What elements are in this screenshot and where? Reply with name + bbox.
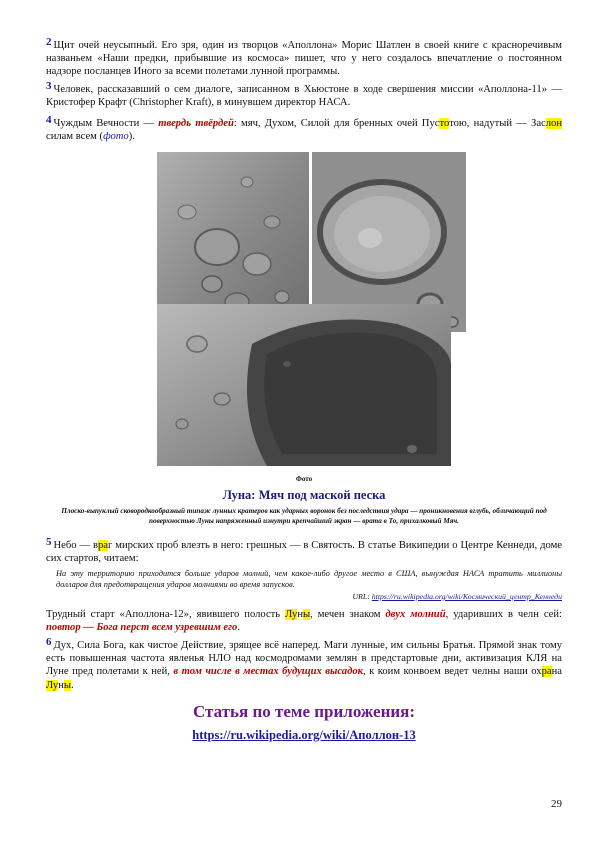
emphasis-red: твердь твёрдей: [158, 118, 234, 129]
related-article-link-wrap: [46, 728, 562, 743]
highlight: лон: [545, 118, 562, 129]
footnote-text: Щит очей неусыпный. Его зря, один из творцов «Аполлона» Морис Шатлен в своей книге с красноречивым названьем «Наши предки, прибывшие из космоса» пишет, что у него создалось впечатление о постоянном надзоре посланцев Иного за всеми полетами лунной программы.: [46, 40, 562, 78]
text-run: г мирских проб влезть в него: грешных — в Святость. В статье Википедии о Центре Кеннеди, доме сих стартов, читаем:: [46, 540, 562, 565]
text-run: .: [237, 622, 240, 634]
quote-source: [352, 592, 562, 601]
text-run: тою, надутый — Зас: [449, 118, 546, 129]
text-run: ).: [128, 131, 135, 143]
photo-caption: Плоско-выпуклый сковородкообразный типаж лунных кратеров как ударных воронок без последствия удара — проникновения вглубь, обличающий под поверхностью Луны напряженный изнутри крепчайший экран — врата в То, прихалковый Мяч.: [61, 507, 547, 525]
photo-link[interactable]: фото: [103, 131, 129, 143]
related-article-heading: Статья по теме приложения:: [192, 702, 416, 721]
text-run: силам всем (: [46, 131, 104, 143]
text-run: Чуждым Вечности —: [53, 118, 159, 129]
photo-title: Луна: Мяч под маской песка: [222, 488, 386, 502]
highlight: ра: [97, 540, 108, 551]
photo-label: Фото: [295, 475, 313, 483]
footnote-5: [46, 536, 562, 565]
url-prefix: URL:: [352, 592, 372, 601]
text-run: н: [297, 609, 303, 620]
highlight: Лу: [46, 679, 59, 691]
footnote-4: [46, 114, 562, 143]
text-run: на: [551, 666, 562, 678]
text-run: .: [71, 679, 74, 691]
text-run: Дух, Сила Бога, как чистое Действие, зрящее всё наперед. Маги лунные, им сильны Братья. Прямой знак тому есть повышенная частота явленья НЛО над космодромами землян в предстартовые дни, активизация КЛЯ на Луне пред полетами к ней,: [46, 640, 562, 678]
footnote-3: [46, 80, 562, 109]
highlight: Лу: [285, 609, 298, 620]
footnote-6: [46, 636, 562, 692]
footnote-number: 5: [46, 536, 52, 548]
footnote-text: Человек, рассказавший о сем диалоге, записанном в Хьюстоне в ходе свершения миссии «Аполлона-11» — Кристофер Крафт (Christopher Kraft), в минувшем директор НАСА.: [46, 84, 562, 109]
footnote-number: 2: [46, 36, 52, 48]
text-run: Небо — в: [53, 540, 98, 551]
related-article-link[interactable]: https://ru.wikipedia.org/wiki/Аполлон-13: [192, 728, 416, 742]
text-run: , ударивших в челн сей:: [445, 609, 562, 620]
highlight: ы: [302, 609, 311, 620]
page-number: 29: [551, 798, 562, 810]
emphasis-red: повтор — Бога перст всем узревшим его: [46, 622, 238, 634]
footnote-number: 3: [46, 80, 52, 92]
apollo-12-paragraph: [46, 608, 562, 634]
footnote-2: [46, 36, 562, 79]
text-run: , мечен знаком: [310, 609, 386, 620]
footnote-number: 6: [46, 636, 52, 648]
wiki-quote: На эту территорию приходится больше ударов молний, чем какое-либо другое место в США, вынуждая НАСА тратить миллионы долларов для предотвращения ударов молниями во время запусков.: [56, 569, 562, 589]
moon-mare-photo: [157, 304, 451, 466]
emphasis-red: двух молний: [385, 609, 446, 620]
text-run: н: [58, 679, 64, 691]
emphasis-red: в том числе в местах будущих высадок: [173, 666, 363, 678]
source-link[interactable]: https://ru.wikipedia.org/wiki/Космический_центр_Кеннеди: [371, 592, 562, 601]
text-run: : мяч, Духом, Силой для бренных очей Пус: [233, 118, 440, 129]
footnote-number: 4: [46, 114, 52, 126]
highlight: ра: [541, 666, 552, 678]
text-run: , к коим конвоем ведет челны наши ох: [363, 666, 542, 678]
highlight: ы: [63, 679, 72, 691]
text-run: Трудный старт «Аполлона-12», явившего полость: [46, 609, 286, 620]
highlight: то: [439, 118, 450, 129]
